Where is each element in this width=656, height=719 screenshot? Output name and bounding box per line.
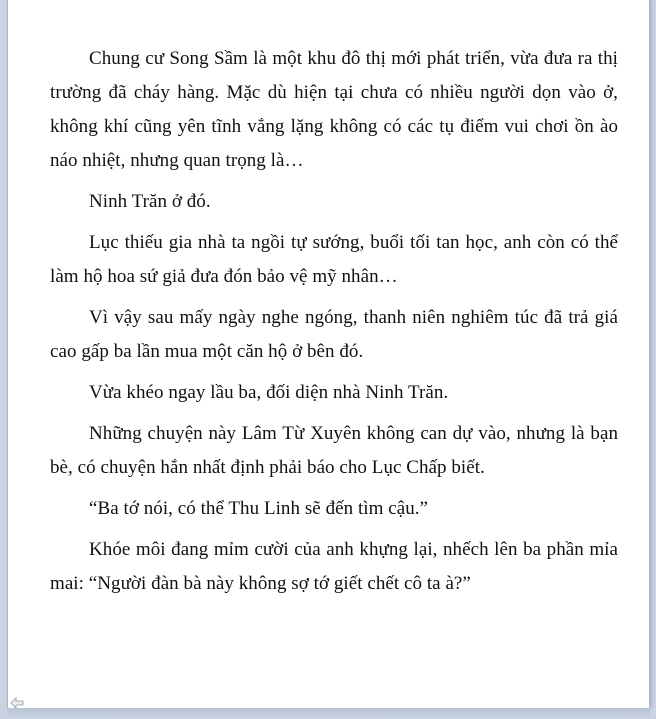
paragraph: Ninh Trăn ở đó. <box>89 191 211 212</box>
paragraph: Chung cư Song Sầm là một khu đô thị mới phát triển, vừa đưa ra thị trường đã cháy hàng. Mặc dù hiện tại chưa có nhiều người dọn vào ở, không khí cũng yên tĩnh vắng lặng không có các tụ điểm vui chơi ồn ào náo nhiệt, nhưng quan trọng là… <box>50 48 618 171</box>
document-body <box>50 42 618 608</box>
document-page <box>7 0 650 708</box>
paragraph: Vì vậy sau mấy ngày nghe ngóng, thanh niên nghiêm túc đã trả giá cao gấp ba lần mua một căn hộ ở bên đó. <box>50 307 618 362</box>
page-shadow <box>7 708 650 719</box>
paragraph: “Ba tớ nói, có thể Thu Linh sẽ đến tìm cậu.” <box>89 498 429 519</box>
paragraph: Lục thiếu gia nhà ta ngồi tự sướng, buổi tối tan học, anh còn có thể làm hộ hoa sứ giả đưa đón bảo vệ mỹ nhân… <box>50 232 618 287</box>
paragraph: Khóe môi đang mỉm cười của anh khựng lại, nhếch lên ba phần mỉa mai: “Người đàn bà này không sợ tớ giết chết cô ta à?” <box>50 539 618 594</box>
paragraph: Vừa khéo ngay lầu ba, đối diện nhà Ninh Trăn. <box>89 382 449 403</box>
paragraph: Những chuyện này Lâm Từ Xuyên không can dự vào, nhưng là bạn bè, có chuyện hắn nhất định phải báo cho Lục Chấp biết. <box>50 423 618 478</box>
corner-arrow-icon <box>10 697 24 709</box>
